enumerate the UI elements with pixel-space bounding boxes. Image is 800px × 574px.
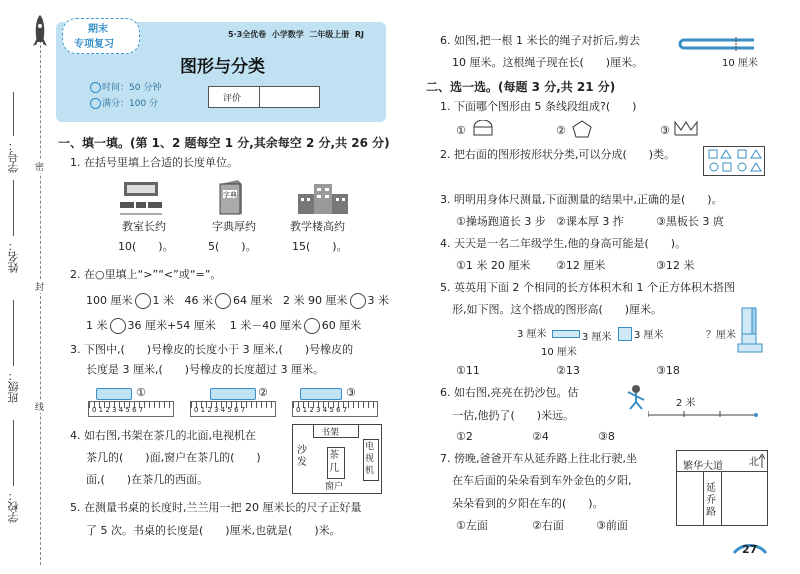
c5-label-4: 3 厘米 <box>634 330 664 341</box>
c6-line1: 6. 如右图,亮亮在扔沙包。估 <box>440 386 579 399</box>
window-label: 窗户 <box>325 479 343 492</box>
c4-opt-1[interactable]: ①1 米 20 厘米 <box>456 259 531 272</box>
table-label: 茶几 <box>329 450 339 474</box>
c5-line1: 5. 英英用下面 2 个相同的长方体积木和 1 个正方体积木搭图 <box>440 281 735 294</box>
q4-line1: 4. 如右图,书架在茶几的北面,电视机在 <box>70 429 256 442</box>
q5-line1: 5. 在测量书桌的长度时,兰兰用一把 20 厘米长的尺子正好量 <box>70 501 362 514</box>
q4-line3: 面,( )在茶几的西面。 <box>86 473 209 486</box>
c5-opt-3[interactable]: ③18 <box>656 364 680 377</box>
cube-block <box>618 327 632 341</box>
street-map <box>676 450 768 526</box>
section1-title: 一、填一填。(第 1、2 题每空 1 分,其余每空 2 分,共 26 分) <box>58 136 390 150</box>
q6-line1: 6. 如图,把一根 1 米长的绳子对折后,剪去 <box>440 34 640 47</box>
dictionary-image <box>216 178 246 216</box>
c4-opt-2[interactable]: ②12 厘米 <box>556 259 606 272</box>
school-label: 学校： <box>7 490 20 523</box>
c6-line2: 一估,他扔了( )米远。 <box>452 409 575 422</box>
class-line[interactable] <box>13 300 14 366</box>
eraser-2 <box>210 388 256 400</box>
c7-line3: 朵朵看到的夕阳在车的( )。 <box>452 497 604 510</box>
ruler-scale-3: 0 1 2 3 4 5 6 7 <box>296 406 348 414</box>
q4-line2: 茶几的( )面,窗户在茶几的( ) <box>86 451 261 464</box>
sofa-label: 沙发 <box>297 445 307 468</box>
q2-item: 1 米－40 厘米 <box>229 319 302 332</box>
eraser-num-2: ② <box>258 386 268 399</box>
c1-opt-2[interactable]: ② <box>556 124 566 137</box>
badge-line2: 专项复习 <box>74 39 114 50</box>
c3-text: 3. 明明用身体尺测量,下面测量的结果中,正确的是( )。 <box>440 193 723 206</box>
c6-opt-1[interactable]: ①2 <box>456 430 473 443</box>
tv-label: 电视机 <box>365 442 375 476</box>
eraser-1 <box>96 388 132 400</box>
rope-label: 10 厘米 <box>722 58 758 69</box>
compare-circle[interactable] <box>135 293 151 309</box>
q2-item: 3 米 <box>367 294 389 307</box>
q1-label-3: 教学楼高约 <box>290 220 345 233</box>
room-diagram <box>292 424 382 494</box>
rating-label: 评价 <box>223 94 242 104</box>
c5-line2: 形,如下图。这个搭成的图形高( )厘米。 <box>452 303 663 316</box>
seal-mark: 密 <box>35 160 44 173</box>
q1-answer-1[interactable]: 10( )。 <box>118 240 174 253</box>
q2-item: 100 厘米 <box>86 294 133 307</box>
q2-item: 1 米 <box>86 319 108 332</box>
page-number-badge <box>730 541 770 557</box>
c5-opt-2[interactable]: ②13 <box>556 364 580 377</box>
shapes-box <box>703 146 765 176</box>
q2-item: 46 米 <box>184 294 213 307</box>
c1-text: 1. 下面哪个图形由 5 条线段组成?( ) <box>440 100 637 113</box>
q1-answer-3[interactable]: 15( )。 <box>292 240 348 253</box>
eraser-num-3: ③ <box>346 386 356 399</box>
q1-label-1: 教室长约 <box>122 220 166 233</box>
ruler-scale-2: 0 1 2 3 4 5 6 7 <box>194 406 246 414</box>
shape-pentagon-icon <box>572 120 592 138</box>
q2-row1 <box>86 293 389 309</box>
folded-rope <box>676 36 756 50</box>
c5-opt-1[interactable]: ①11 <box>456 364 480 377</box>
clock-icon <box>90 82 101 93</box>
c4-text: 4. 天天是一名二年级学生,他的身高可能是( )。 <box>440 237 687 250</box>
compare-circle[interactable] <box>215 293 231 309</box>
q2-item: 60 厘米 <box>321 319 362 332</box>
c6-label: 2 米 <box>676 398 696 409</box>
q1-label-2: 字典厚约 <box>212 220 256 233</box>
q2-text: 2. 在○里填上“>”“<”或“=”。 <box>70 268 222 281</box>
shelf-label: 书架 <box>321 428 340 438</box>
q6-line2: 10 厘米。这根绳子现在长( )厘米。 <box>452 56 644 69</box>
name-line[interactable] <box>13 180 14 236</box>
c1-opt-1[interactable]: ① <box>456 124 466 137</box>
shape-crown-icon <box>674 120 698 136</box>
compare-circle[interactable] <box>350 293 366 309</box>
c5-label-5: ？厘米 <box>706 330 736 341</box>
school-line[interactable] <box>13 420 14 486</box>
c7-line2: 在车后面的朵朵看到车外金色的夕阳, <box>452 474 632 487</box>
c3-opt-2[interactable]: ②课本厚 3 拃 <box>556 215 624 228</box>
page-title: 图形与分类 <box>180 57 265 77</box>
rocket-icon <box>31 14 49 50</box>
c6-opt-2[interactable]: ②4 <box>532 430 549 443</box>
dictionary-label: 字典 <box>223 191 237 199</box>
c1-opt-3[interactable]: ③ <box>660 124 670 137</box>
thrower-figure <box>624 384 648 410</box>
c6-opt-3[interactable]: ③8 <box>598 430 615 443</box>
series-info: 5·3全优卷 小学数学 二年级上册 RJ <box>228 30 365 39</box>
c5-label-3: 3 厘米 <box>582 332 612 343</box>
student-id-line[interactable] <box>13 92 14 136</box>
road-v-right <box>721 471 722 525</box>
q2-item: 1 米 <box>152 294 174 307</box>
north-arrow-icon <box>759 453 765 467</box>
c7-opt-3[interactable]: ③前面 <box>596 519 628 532</box>
q1-answer-2[interactable]: 5( )。 <box>208 240 257 253</box>
road-v-left <box>703 471 704 525</box>
section2-title: 二、选一选。(每题 3 分,共 21 分) <box>426 80 616 94</box>
road2-label: 延乔路 <box>706 483 716 518</box>
c7-line1: 7. 傍晚,爸爸开车从延乔路上往北行驶,坐 <box>440 452 637 465</box>
q1-text: 1. 在括号里填上合适的长度单位。 <box>70 156 238 169</box>
time-limit: 时间：50 分钟 <box>102 83 162 93</box>
q2-item: 64 厘米 <box>233 294 273 307</box>
c7-opt-2[interactable]: ②右面 <box>532 519 564 532</box>
q2-item: 36 厘米+54 厘米 <box>127 319 216 332</box>
road1-label: 繁华大道 <box>683 461 723 472</box>
q3-line1: 3. 下图中,( )号橡皮的长度小于 3 厘米,( )号橡皮的 <box>70 343 354 356</box>
page-number: 27 <box>742 543 758 556</box>
q2-item: 2 米 90 厘米 <box>283 294 348 307</box>
classroom-image <box>118 180 164 216</box>
c5-label-2: 10 厘米 <box>541 347 577 358</box>
check-icon <box>90 98 101 109</box>
q2-row2 <box>86 318 361 334</box>
shape-house-icon <box>472 120 494 136</box>
ruler-scale-1: 0 1 2 3 4 5 6 7 <box>92 406 144 414</box>
compare-circle[interactable] <box>304 318 320 334</box>
seal-mark-2: 封 <box>35 280 44 293</box>
compare-circle[interactable] <box>110 318 126 334</box>
eraser-3 <box>300 388 342 400</box>
full-score: 满分：100 分 <box>102 99 159 109</box>
c3-opt-3[interactable]: ③黑板长 3 庹 <box>656 215 724 228</box>
c7-opt-1[interactable]: ①左面 <box>456 519 488 532</box>
distance-line <box>648 404 760 418</box>
badge-line1: 期末 <box>88 24 108 35</box>
stacked-blocks <box>734 306 764 354</box>
c2-text: 2. 把右面的图形按形状分类,可以分成( )类。 <box>440 148 676 161</box>
c4-opt-3[interactable]: ③12 米 <box>656 259 695 272</box>
name-label: 姓名： <box>7 240 20 273</box>
rating-box[interactable] <box>208 86 320 108</box>
c5-label-1: 3 厘米 <box>517 329 547 340</box>
q3-line2: 长度是 3 厘米,( )号橡皮的长度超过 3 厘米。 <box>86 363 325 376</box>
c3-opt-1[interactable]: ①操场跑道长 3 步 <box>456 215 546 228</box>
north-label: 北 <box>749 457 759 468</box>
building-image <box>296 180 350 216</box>
header-badge <box>62 18 138 52</box>
seal-mark-3: 线 <box>35 400 44 413</box>
long-block <box>552 330 580 338</box>
eraser-num-1: ① <box>136 386 146 399</box>
q5-line2: 了 5 次。书桌的长度是( )厘米,也就是( )米。 <box>86 524 341 537</box>
student-id-label: 学号： <box>7 140 20 173</box>
class-label: 班级： <box>7 370 20 403</box>
